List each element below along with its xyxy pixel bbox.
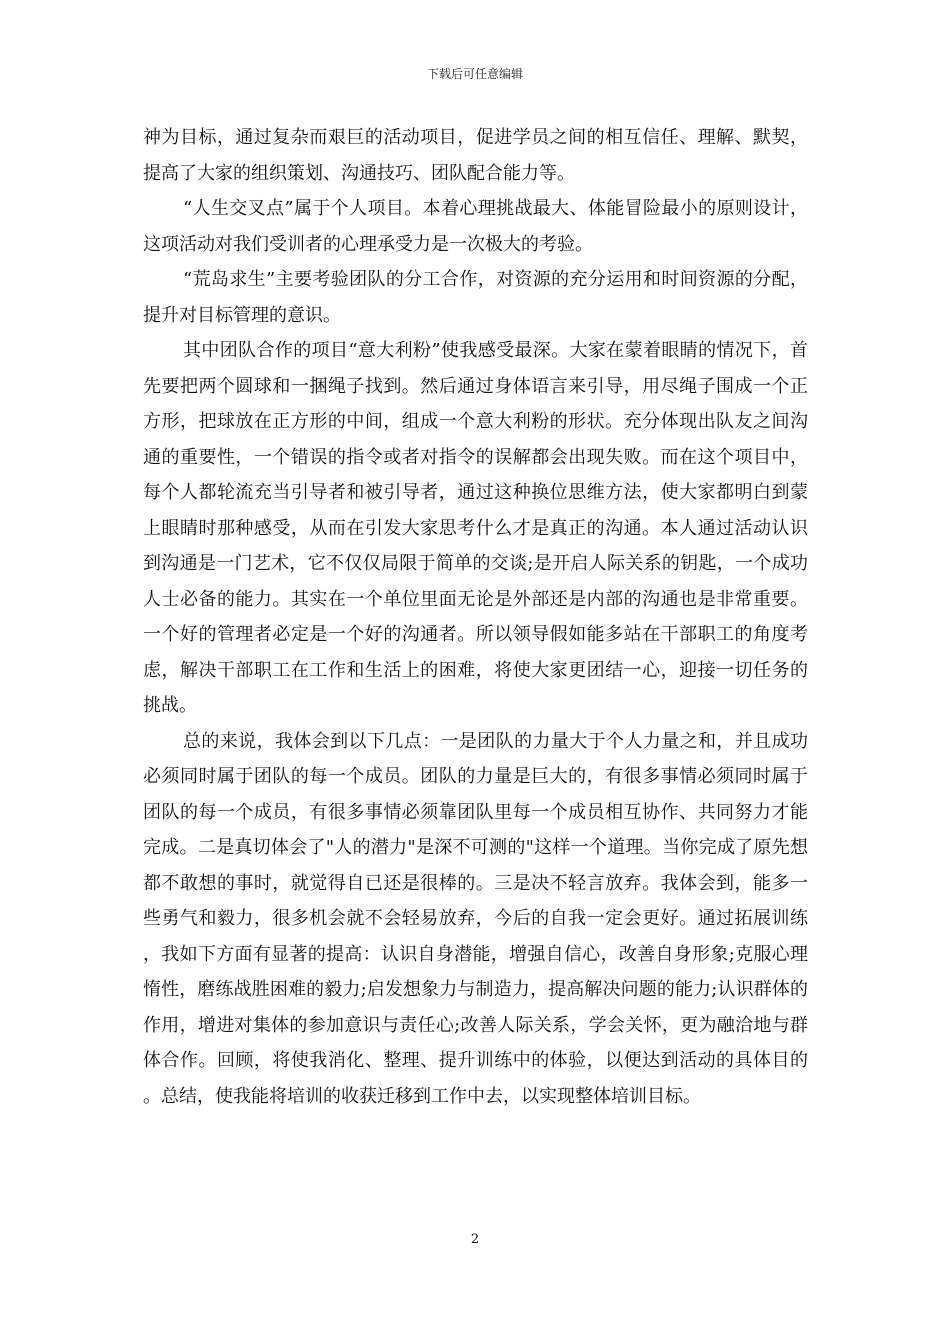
paragraph-3: “荒岛求生”主要考验团队的分工合作，对资源的充分运用和时间资源的分配，提升对目标管理的意识。 — [143, 269, 808, 326]
page-header: 下载后可任意编辑 — [426, 67, 523, 81]
paragraph-5: 总的来说，我体会到以下几点：一是团队的力量大于个人力量之和，并且成功必须同时属于团队的每一个成员。团队的力量是巨大的，有很多事情必须同时属于团队的每一个成员，有很多事情必须靠团队里每一个成员相互协作、共同努力才能完成。二是真切体会了"人的潜力"是深不可测的"这样一个道理。当你完成了原先想都不敢想的事时，就觉得自已还是很棒的。三是决不轻言放弃。我体会到，能多一些勇气和毅力，很多机会就不会轻易放弃，今后的自我一定会更好。通过拓展训练，我如下方面有显著的提高：认识自身潜能，增强自信心，改善自身形象;克服心理惰性，磨练战胜困难的毅力;启发想象力与制造力，提高解决问题的能力;认识群体的作用，增进对集体的参加意识与责任心;改善人际关系，学会关怀，更为融洽地与群体合作。回顾，将使我消化、整理、提升训练中的体验，以便达到活动的具体目的。总结，使我能将培训的收获迁移到工作中去，以实现整体培训目标。 — [143, 730, 808, 1107]
paragraph-4: 其中团队合作的项目“意大利粉”使我感受最深。大家在蒙着眼睛的情况下，首先要把两个圆球和一捆绳子找到。然后通过身体语言来引导，用尽绳子围成一个正方形，把球放在正方形的中间，组成一个意大利粉的形状。充分体现出队友之间沟通的重要性，一个错误的指令或者对指令的误解都会出现失败。而在这个项目中，每个人都轮流充当引导者和被引导者，通过这种换位思维方法，使大家都明白到蒙上眼睛时那种感受，从而在引发大家思考什么才是真正的沟通。本人通过活动认识到沟通是一门艺术，它不仅仅局限于简单的交谈;是开启人际关系的钥匙，一个成功人士必备的能力。其实在一个单位里面无论是外部还是内部的沟通也是非常重要。一个好的管理者必定是一个好的沟通者。所以领导假如能多站在干部职工的角度考虑，解决干部职工在工作和生活上的困难，将使大家更团结一心，迎接一切任务的挑战。 — [143, 340, 808, 716]
page-number: 2 — [470, 1232, 480, 1247]
paragraph-1: 神为目标，通过复杂而艰巨的活动项目，促进学员之间的相互信任、理解、默契，提高了大家的组织策划、沟通技巧、团队配合能力等。 — [143, 127, 808, 184]
paragraph-2: “人生交叉点”属于个人项目。本着心理挑战最大、体能冒险最小的原则设计，这项活动对我们受训者的心理承受力是一次极大的考验。 — [143, 198, 808, 255]
document-body — [143, 120, 808, 1114]
